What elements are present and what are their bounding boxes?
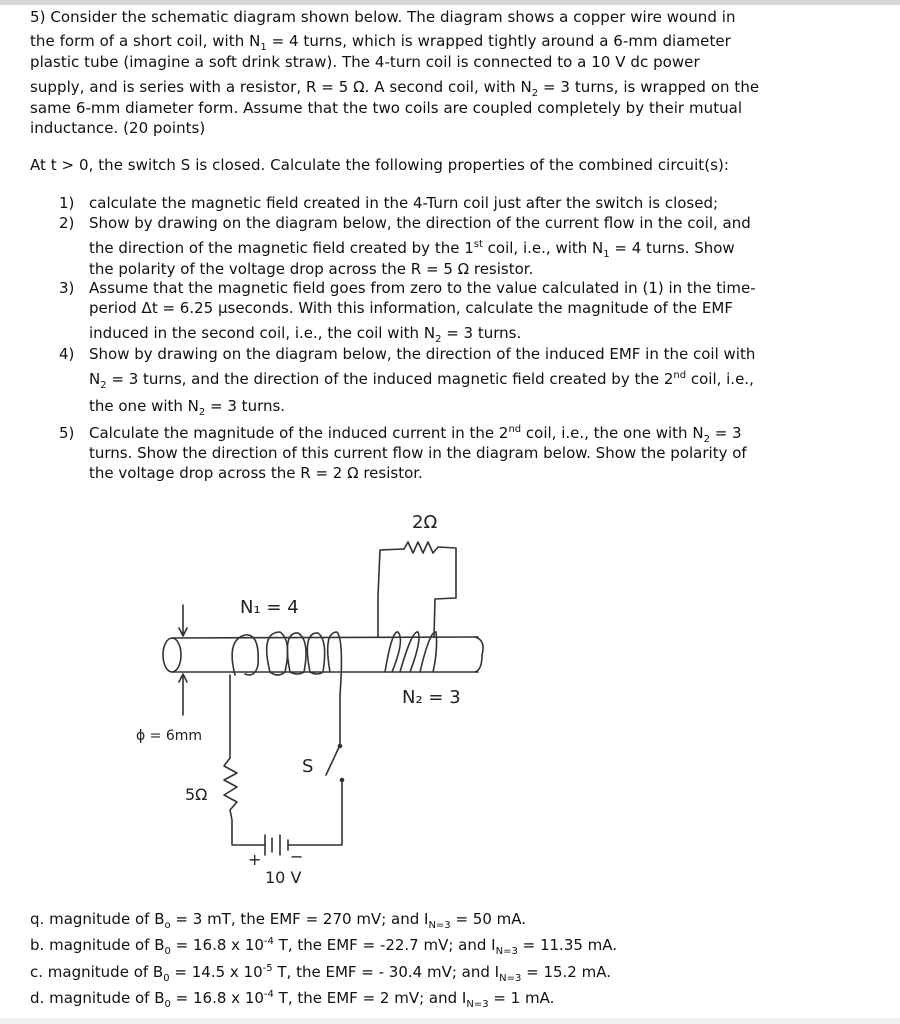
item-5-line-3: the voltage drop across the R = 2 Ω resistor. [89, 464, 423, 482]
text: = 4 turns, which is wrapped tightly around a 6-mm diameter [266, 32, 731, 50]
text: magnitude of B [49, 989, 165, 1007]
intro-line-5: same 6-mm diameter form. Assume that the two coils are coupled completely by their mutual [30, 99, 743, 117]
text: = 3 turns, is wrapped on the [538, 78, 760, 96]
text: = 50 mA. [455, 910, 527, 928]
exponent: -4 [263, 936, 274, 947]
text: = 15.2 mA. [526, 963, 611, 981]
item-2-line-2: the direction of the magnetic field created by the 1st coil, i.e., with $N_1 = 4$ turns. Show [89, 239, 735, 260]
tube-end [163, 638, 181, 672]
choice-letter: d. [30, 989, 45, 1007]
item-number: 1) [59, 194, 75, 212]
text: T, the EMF = 2 mV; and I [273, 989, 467, 1007]
battery-minus: − [290, 847, 304, 866]
text: = 11.35 mA. [522, 936, 618, 954]
item-number: 3) [59, 279, 75, 297]
item-2-line-3: the polarity of the voltage drop across the R = 5 Ω resistor. [89, 260, 534, 278]
answer-choice-c[interactable] [30, 963, 611, 984]
intro-line-2 [30, 32, 731, 53]
item-1-line-1: calculate the magnetic field created in the 4-Turn coil just after the switch is closed; [89, 194, 719, 212]
choice-letter: b. [30, 936, 45, 954]
answer-choice-q[interactable] [30, 910, 526, 931]
item-3-line-3: induced in the second coil, i.e., the coil with $N_2 = 3$ turns. [89, 324, 522, 345]
item-4-line-1: Show by drawing on the diagram below, the direction of the induced EMF in the coil with [89, 345, 756, 363]
subscript: N=3 [499, 973, 522, 984]
intro-line-3: plastic tube (imagine a soft drink straw). The 4-turn coil is connected to a 10 V dc power [30, 53, 700, 71]
intro-line-1: 5) Consider the schematic diagram shown below. The diagram shows a copper wire wound in [30, 8, 736, 26]
subscript: o [164, 920, 171, 931]
item-4-line-3: the one with $N_2 = 3$ turns. [89, 397, 286, 418]
item-3-line-1: Assume that the magnetic field goes from zero to the value calculated in (1) in the time- [89, 279, 756, 297]
n1-label: N₁ = 4 [240, 597, 299, 618]
intro-line-6: inductance. (20 points) [30, 119, 206, 137]
subscript: N=3 [466, 999, 489, 1010]
item-2-line-1: Show by drawing on the diagram below, the direction of the current flow in the coil, and [89, 214, 751, 232]
coil-n1-turn [232, 635, 258, 675]
subscript: 0 [164, 946, 171, 957]
item-3-line-2: period Δt = 6.25 μseconds. With this information, calculate the magnitude of the EMF [89, 299, 733, 317]
subscript: 2 [531, 88, 539, 99]
exponent: -5 [262, 963, 273, 974]
n2-label: N₂ = 3 [402, 687, 461, 708]
item-number: 5) [59, 424, 75, 442]
battery-plus: + [248, 850, 262, 869]
choice-letter: q. [30, 910, 45, 928]
text: supply, and is series with a resistor, R = 5 Ω. A second coil, with N [30, 78, 532, 96]
text: = 16.8 x 10 [175, 989, 264, 1007]
switch-label: S [302, 756, 314, 777]
circuit-diagram [130, 500, 530, 890]
text: T, the EMF = -22.7 mV; and I [273, 936, 496, 954]
text: magnitude of B [49, 910, 165, 928]
text: magnitude of B [47, 963, 164, 981]
subscript: 0 [163, 973, 170, 984]
item-number: 2) [59, 214, 75, 232]
condition-text: At t > 0, the switch S is closed. Calculate the following properties of the combined circuit(s): [30, 156, 729, 174]
item-4-line-2: $N_2 = 3$ turns, and the direction of the induced magnetic field created by the 2nd coil, i.e., [89, 370, 754, 391]
window-top-border [0, 0, 900, 5]
subscript: N=3 [428, 920, 451, 931]
r2-label: 2Ω [412, 512, 438, 533]
item-5-line-2: turns. Show the direction of this current flow in the diagram below. Show the polarity of [89, 444, 747, 462]
diameter-label: ϕ = 6mm [136, 728, 203, 744]
subscript: N=3 [495, 946, 518, 957]
text: = 1 mA. [493, 989, 555, 1007]
voltage-label: 10 V [265, 868, 302, 887]
text: = 16.8 x 10 [175, 936, 264, 954]
text: = 3 mT, the EMF = 270 mV; and I [175, 910, 429, 928]
window-bottom-border [0, 1018, 900, 1024]
answer-choice-b[interactable] [30, 936, 617, 957]
text: the form of a short coil, with N [30, 32, 261, 50]
exponent: -4 [263, 989, 274, 1000]
text: magnitude of B [49, 936, 165, 954]
item-number: 4) [59, 345, 75, 363]
subscript: 0 [164, 999, 171, 1010]
subscript: 1 [260, 42, 267, 53]
intro-line-4 [30, 78, 759, 99]
choice-letter: c. [30, 963, 44, 981]
text: T, the EMF = - 30.4 mV; and I [272, 963, 500, 981]
item-5-line-1: Calculate the magnitude of the induced current in the 2nd coil, i.e., the one with $N_2 = 3$ [89, 424, 742, 445]
answer-choice-d[interactable] [30, 989, 554, 1010]
text: = 14.5 x 10 [174, 963, 263, 981]
r1-label: 5Ω [185, 785, 208, 804]
